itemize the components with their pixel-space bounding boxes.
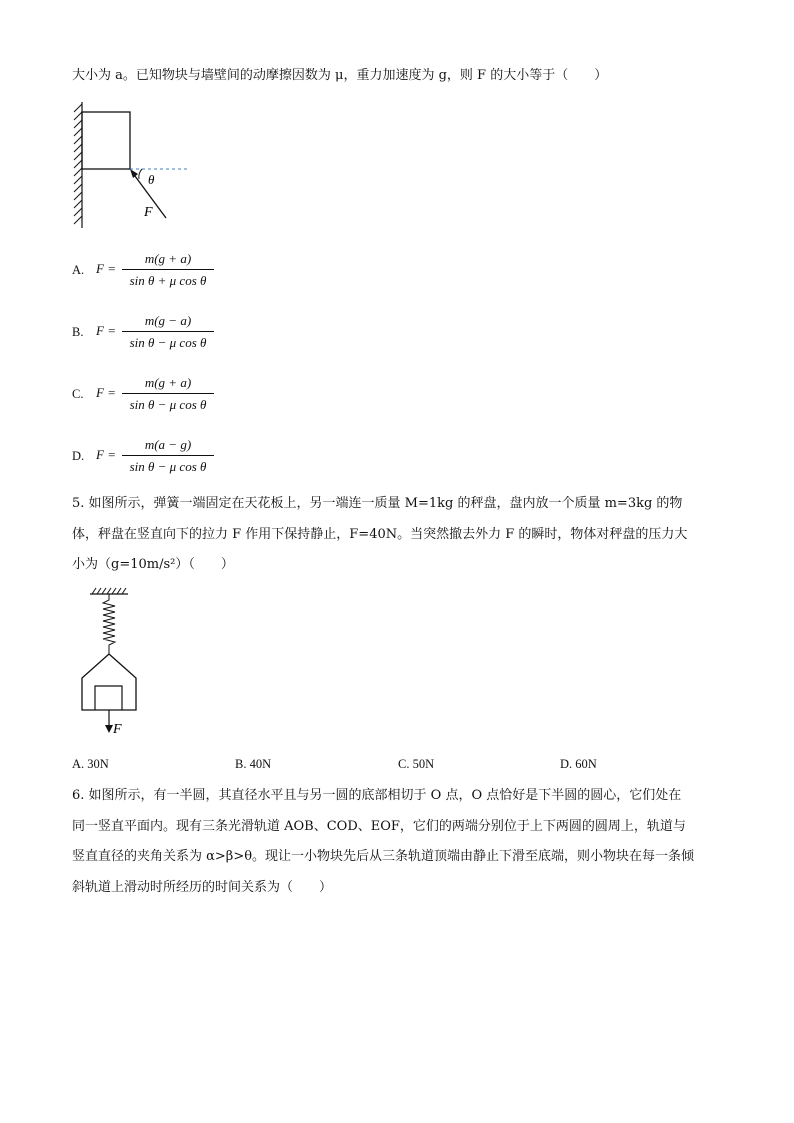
option-a-denominator: sin θ + μ cos θ [129,273,207,288]
q5-line-2: 体，秤盘在竖直向下的拉力 F 作用下保持静止，F=40N。当突然撤去外力 F 的瞬时，物体对秤盘的压力大 [72,527,688,542]
choice-b: B. 40N [235,757,272,771]
option-d-lhs: F = [96,447,116,462]
choice-a: A. 30N [72,757,109,771]
q5-spring-scale-figure [78,586,148,736]
option-c-label: C. [72,387,84,401]
q4-stem-tail: 大小为 a。已知物块与墙壁间的动摩擦因数为 μ，重力加速度为 g，则 F 的大小等于（ ） [72,68,608,83]
fraction-bar [122,269,214,270]
option-a-lhs: F = [96,261,116,276]
q5-line-3: 小为（g=10m/s²）（ ） [72,557,234,572]
option-c-denominator: sin θ − μ cos θ [129,397,207,412]
option-b-numerator: m(g − a) [144,313,192,328]
option-a-numerator: m(g + a) [144,251,192,266]
force-label: F [113,722,122,737]
choice-c: C. 50N [398,757,435,771]
option-c-lhs: F = [96,385,116,400]
choice-d: D. 60N [560,757,597,771]
option-c-numerator: m(g + a) [144,375,192,390]
option-d-numerator: m(a − g) [144,437,192,452]
scale-pan [82,654,136,710]
q6-line-3: 竖直直径的夹角关系为 α>β>θ。现让一小物块先后从三条轨道顶端由静止下滑至底端，则小物块在每一条倾 [72,849,695,864]
option-b-label: B. [72,325,84,339]
q4-wall-block-figure [68,100,198,230]
q6-line-4: 斜轨道上滑动时所经历的时间关系为（ ） [72,880,333,895]
block [82,112,130,169]
q6-line-2: 同一竖直平面内。现有三条光滑轨道 AOB、COD、EOF，它们的两端分别位于上下两圆的圆周上，轨道与 [72,819,686,834]
option-b-lhs: F = [96,323,116,338]
fraction-bar [122,331,214,332]
force-label: F [144,205,153,220]
spring [103,594,115,654]
option-d-label: D. [72,449,85,463]
option-b-denominator: sin θ − μ cos θ [129,335,207,350]
fraction-bar [122,393,214,394]
object-in-pan [95,686,122,710]
fraction-bar [122,455,214,456]
theta-label: θ [148,172,155,187]
option-d-denominator: sin θ − μ cos θ [129,459,207,474]
q5-line-1: 5. 如图所示，弹簧一端固定在天花板上，另一端连一质量 M=1kg 的秤盘，盘内放一个质量 m=3kg 的物 [72,496,683,511]
q6-line-1: 6. 如图所示，有一半圆，其直径水平且与另一圆的底部相切于 O 点，O 点恰好是下半圆的圆心，它们处在 [72,788,682,803]
option-a-label: A. [72,263,85,277]
